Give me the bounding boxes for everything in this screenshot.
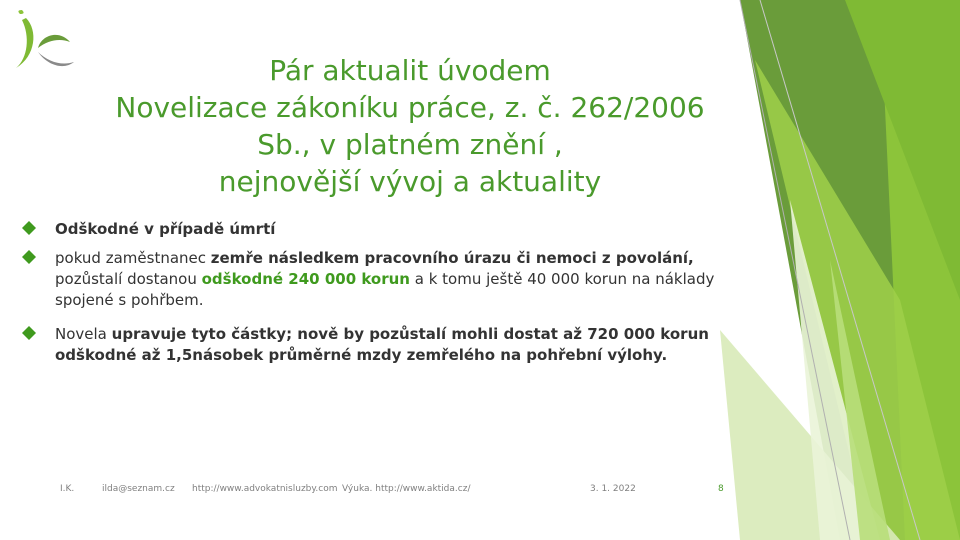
bullet-text-segment: Novela — [55, 325, 112, 343]
title-line: nejnovější vývoj a aktuality — [218, 165, 602, 198]
footer-author: I.K. — [60, 484, 75, 494]
bullet-text-segment: pokud zaměstnanec — [55, 249, 211, 267]
bullet-text-segment: Odškodné v případě úmrtí — [55, 220, 276, 238]
bullet-text-segment: a k tomu ještě 40 000 korun na náklady spojené s pohřbem. — [55, 270, 715, 309]
title-line: Pár aktualit úvodem — [269, 54, 551, 87]
bullet-text — [55, 324, 755, 366]
bullet-text-segment: zemře následkem pracovního úrazu či nemoci z povolání, — [210, 249, 694, 267]
footer-email: ilda@seznam.cz — [102, 484, 175, 494]
slide-title — [60, 52, 760, 200]
footer-date: 3. 1. 2022 — [590, 484, 636, 494]
diamond-bullet-icon — [22, 326, 36, 340]
bullet-text-segment: upravuje tyto částky; nově by pozůstalí mohli dostat až 720 000 korun odškodné až 1,5násobek průměrné mzdy zemřelého na pohřební výlohy. — [55, 325, 709, 364]
diamond-bullet-icon — [22, 250, 36, 264]
bullet-text — [55, 248, 755, 311]
footer-training: Výuka. http://www.aktida.cz/ — [342, 484, 471, 494]
title-line: Novelizace zákoníku práce, z. č. 262/2006 — [115, 91, 705, 124]
bullet-text-segment: pozůstalí dostanou — [55, 270, 202, 288]
bullet-text — [55, 219, 755, 240]
page-number: 8 — [718, 484, 724, 494]
title-line: Sb., v platném znění , — [257, 128, 563, 161]
footer-website: http://www.advokatnisluzby.com — [192, 484, 338, 494]
bullet-text-segment: odškodné 240 000 korun — [201, 270, 410, 288]
diamond-bullet-icon — [22, 221, 36, 235]
